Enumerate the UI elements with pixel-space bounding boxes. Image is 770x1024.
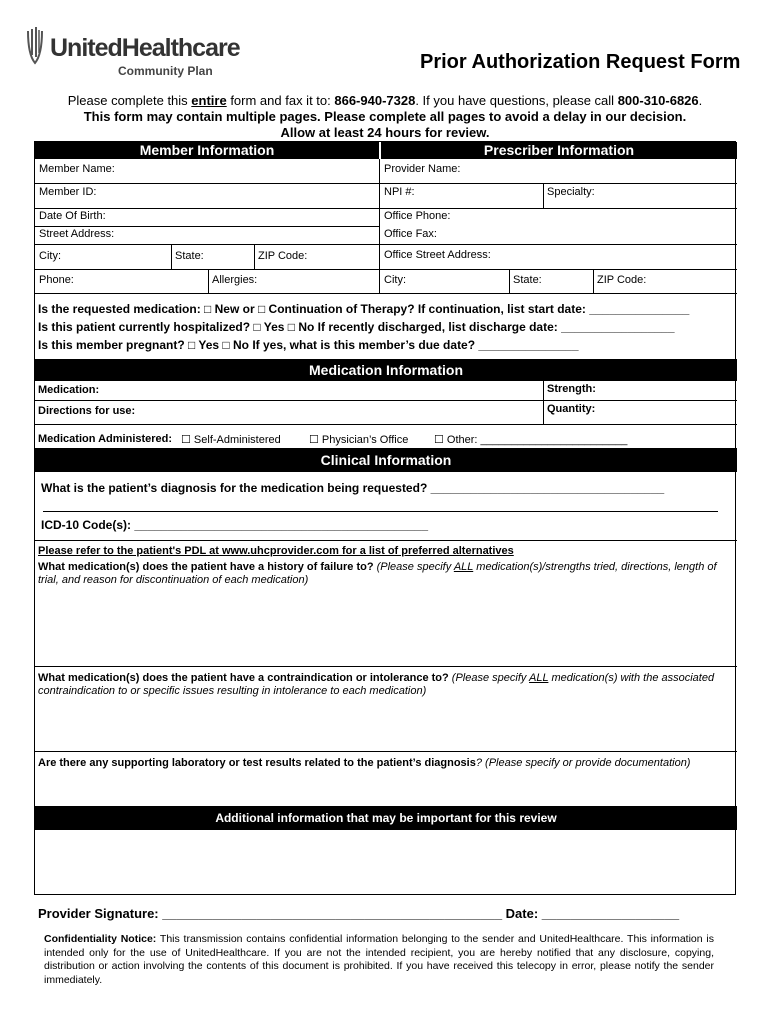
logo-subtitle: Community Plan (118, 64, 213, 78)
fax-number: 866-940-7328 (334, 93, 416, 108)
office-street-address-field[interactable]: Office Street Address: (384, 249, 491, 261)
logo-wordmark: UnitedHealthcare (50, 34, 240, 62)
unitedhealthcare-logo-icon (26, 27, 44, 65)
confidentiality-notice: Confidentiality Notice: This transmission contains confidential information belonging to the sender and UnitedHealthcare. This information is intended only for the use of UnitedHealthcare. If you are not the intended recipient, you are hereby notified that any disclosure, copying, distribution or action involving the contents of this document is prohibited. If you have received this telecopy in error, please notify the sender immediately. (44, 933, 714, 986)
clinical-information-heading: Clinical Information (35, 448, 737, 472)
specialty-field[interactable]: Specialty: (547, 186, 595, 198)
provider-name-field[interactable]: Provider Name: (384, 163, 461, 175)
prior-authorization-form (34, 141, 736, 895)
member-state-field[interactable]: State: (175, 250, 204, 262)
form-title: Prior Authorization Request Form (420, 51, 741, 73)
other-checkbox[interactable]: ☐ Other: ________________________ (434, 434, 628, 446)
member-id-field[interactable]: Member ID: (39, 186, 97, 198)
diagnosis-question[interactable]: What is the patient’s diagnosis for the medication being requested? ___________________________________ (41, 481, 665, 495)
prescriber-zip-field[interactable]: ZIP Code: (597, 274, 647, 286)
medication-field[interactable]: Medication: (38, 384, 100, 396)
intro-line-2: This form may contain multiple pages. Please complete all pages to avoid a delay in our decision. (83, 109, 687, 124)
member-city-field[interactable]: City: (39, 250, 61, 262)
allergies-field[interactable]: Allergies: (212, 274, 258, 286)
intro-line-1: Please complete this entire form and fax it to: 866-940-7328. If you have questions, please call 800-310-6826. (67, 93, 703, 108)
office-fax-field[interactable]: Office Fax: (384, 228, 437, 240)
additional-information-field[interactable] (35, 830, 737, 894)
medication-administered-label: Medication Administered: (38, 433, 173, 445)
member-name-field[interactable]: Member Name: (39, 163, 115, 175)
self-administered-checkbox[interactable]: ☐ Self-Administered (181, 434, 281, 446)
prescriber-state-field[interactable]: State: (513, 274, 542, 286)
strength-field[interactable]: Strength: (547, 383, 596, 395)
quantity-field[interactable]: Quantity: (547, 403, 596, 415)
directions-field[interactable]: Directions for use: (38, 405, 136, 417)
hospitalized-question[interactable]: Is this patient currently hospitalized? □ Yes □ No If recently discharged, list discharge date: _________________ (38, 320, 675, 334)
contraindication-question[interactable]: What medication(s) does the patient have a contraindication or intolerance to? (Please specify ALL medication(s) with the associated contraindication to or specific issues resulting in intolerance to each medication) (38, 672, 715, 697)
member-zip-field[interactable]: ZIP Code: (258, 250, 308, 262)
physicians-office-checkbox[interactable]: ☐ Physician’s Office (309, 434, 409, 446)
medication-information-heading: Medication Information (35, 359, 737, 381)
date-of-birth-field[interactable]: Date Of Birth: (39, 210, 106, 222)
icd-10-codes-field[interactable]: ICD-10 Code(s): ____________________________________________ (41, 518, 428, 532)
pdl-reference-note: Please refer to the patient's PDL at www.uhcprovider.com for a list of preferred alternatives (38, 545, 514, 557)
street-address-field[interactable]: Street Address: (39, 228, 115, 240)
new-or-continuation-question[interactable]: Is the requested medication: □ New or □ Continuation of Therapy? If continuation, list start date: _______________ (38, 302, 690, 316)
help-phone-number: 800-310-6826 (617, 93, 699, 108)
office-phone-field[interactable]: Office Phone: (384, 210, 451, 222)
pregnancy-question[interactable]: Is this member pregnant? □ Yes □ No If yes, what is this member’s due date? _______________ (38, 338, 579, 352)
prescriber-city-field[interactable]: City: (384, 274, 406, 286)
prescriber-information-heading: Prescriber Information (381, 142, 737, 159)
provider-signature-field[interactable]: Provider Signature: _______________________________________________ Date: ___________________ (38, 906, 680, 921)
member-phone-field[interactable]: Phone: (39, 274, 74, 286)
intro-line-3: Allow at least 24 hours for review. (280, 125, 490, 140)
failure-history-question[interactable]: What medication(s) does the patient have a history of failure to? (Please specify ALL medication(s)/strengths tried, directions, length of trial, and reason for discontinuation of each medication) (38, 561, 717, 586)
lab-results-question[interactable]: Are there any supporting laboratory or test results related to the patient’s diagnosis? (Please specify or provide documentation) (38, 757, 691, 769)
additional-information-heading: Additional information that may be important for this review (35, 806, 737, 830)
member-information-heading: Member Information (35, 142, 379, 159)
npi-field[interactable]: NPI #: (384, 186, 415, 198)
